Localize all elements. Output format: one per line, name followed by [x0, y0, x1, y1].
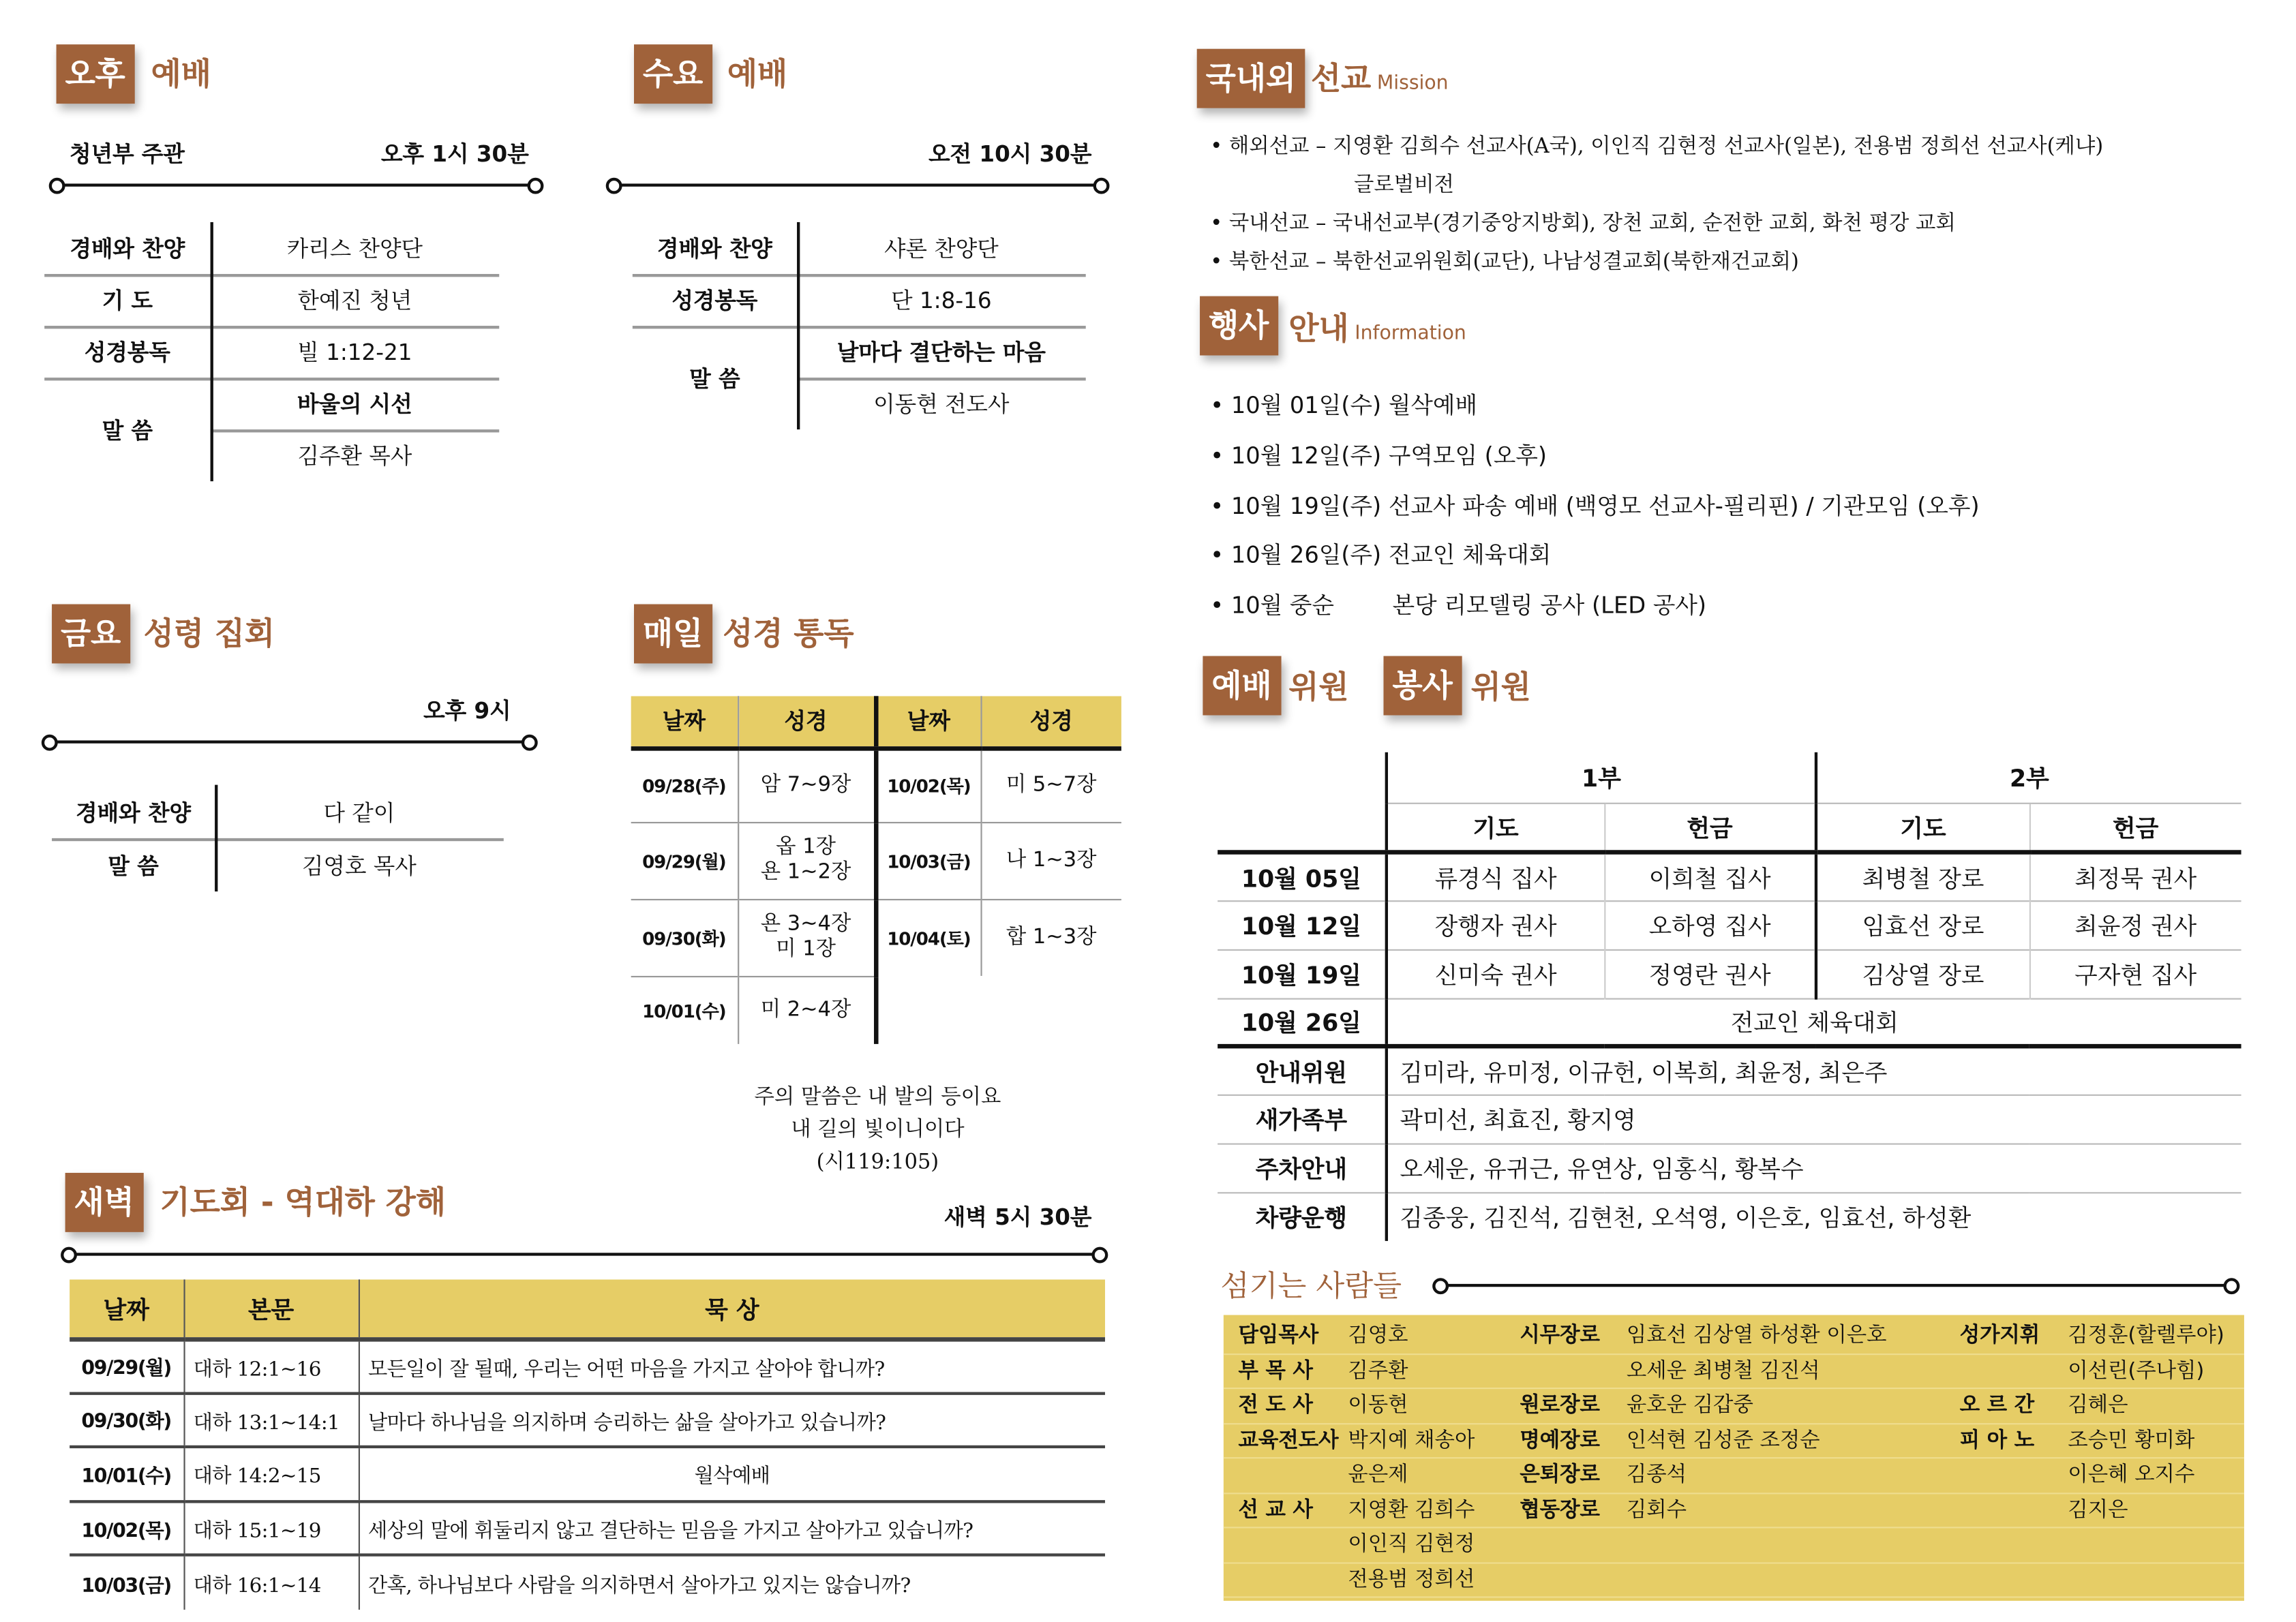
friday-timeline	[49, 740, 530, 743]
dawn-header-title: 기도회 - 역대하 강해	[160, 1184, 446, 1221]
reading-row	[631, 748, 1121, 822]
mission-header-title	[1311, 49, 1449, 114]
committee-row	[1218, 900, 2241, 949]
reading-text-line: 09/28(주)	[642, 776, 726, 797]
servers-role: 담임목사	[1238, 1323, 1319, 1348]
dawn-row	[70, 1338, 1105, 1393]
servers-names: 윤호운 김갑중	[1626, 1393, 1753, 1418]
order-value: 샤론 찬양단	[883, 235, 999, 262]
afternoon-order-table	[44, 222, 499, 481]
committee-date: 10월 19일	[1218, 949, 1387, 998]
reading-passage	[738, 899, 875, 976]
dawn-meditation: 세상의 말에 휘둘리지 않고 결단하는 믿음을 가지고 살아가고 있습니까?	[359, 1501, 1105, 1556]
reading-date	[631, 748, 738, 822]
preacher: 김주환 목사	[297, 442, 412, 470]
servers-names: 임효선 김상열 하성환 이은호	[1626, 1323, 1887, 1348]
dawn-passage: 대하 14:2~15	[183, 1447, 358, 1501]
events-list	[1210, 382, 1979, 632]
dawn-col-date: 날짜	[70, 1279, 183, 1338]
event-item: • 10월 19일(주) 선교사 파송 예배 (백영모 선교사-필리핀) / 기관모임 (오후)	[1210, 492, 1980, 519]
event-item: • 10월 01일(수) 월삭예배	[1210, 392, 1477, 419]
committee-date: 10월 26일	[1218, 998, 1387, 1046]
reading-text-line: 10/01(수)	[642, 1000, 726, 1022]
committee-row	[1218, 998, 2241, 1046]
reading-text-line: 옵 1장	[776, 835, 836, 859]
order-value: 빌 1:12-21	[297, 339, 412, 366]
reading-text-line: 욘 3~4장	[760, 912, 851, 936]
reading-passage	[980, 822, 1121, 899]
servers-box	[1224, 1315, 2244, 1601]
dawn-row	[70, 1393, 1105, 1448]
reading-text-line: 10/02(목)	[887, 776, 971, 797]
sermon-title: 바울의 시선	[297, 391, 412, 418]
wednesday-timeline	[614, 183, 1102, 186]
friday-header-title: 성령 집회	[143, 615, 275, 652]
column-divider	[215, 785, 217, 891]
committee-member: 최윤정 권사	[2029, 900, 2241, 949]
servers-role: 명예장로	[1520, 1428, 1600, 1452]
sermon-title: 날마다 결단하는 마음	[836, 339, 1046, 366]
reading-date	[631, 822, 738, 899]
event-item: • 10월 26일(주) 전교인 체육대회	[1210, 542, 1552, 570]
servers-row	[1224, 1528, 2244, 1563]
dawn-date: 10/02(목)	[70, 1501, 183, 1556]
afternoon-time: 오후 1시 30분	[381, 140, 529, 168]
servers-names: 이인직 김현정	[1348, 1532, 1475, 1557]
servers-row	[1224, 1424, 2244, 1458]
service-row	[1218, 1045, 2241, 1095]
reading-text-line: 09/29(월)	[642, 851, 726, 872]
reading-passage	[738, 748, 875, 822]
part-2-header: 2부	[1816, 752, 2241, 803]
reading-passage	[980, 748, 1121, 822]
servers-role: 성가지휘	[1959, 1323, 2040, 1348]
committee-special-event: 전교인 체육대회	[1387, 998, 2241, 1046]
dawn-col-passage: 본문	[183, 1279, 358, 1338]
reading-row	[631, 822, 1121, 899]
mission-title: 선교	[1311, 61, 1372, 97]
reading-header-box: 매일	[634, 605, 712, 664]
servers-role: 은퇴장로	[1520, 1463, 1600, 1487]
events-header-box: 행사	[1200, 296, 1278, 356]
service-row	[1218, 1143, 2241, 1192]
servers-names: 지영환 김희수	[1348, 1497, 1475, 1522]
dawn-date: 09/30(화)	[70, 1393, 183, 1448]
service-row	[1218, 1192, 2241, 1241]
reading-row	[631, 899, 1121, 976]
reading-col-bible: 성경	[980, 696, 1121, 748]
reading-text-line: 합 1~3장	[1006, 925, 1097, 949]
servers-names: 김혜은	[2068, 1393, 2128, 1418]
committee-member: 최정묵 권사	[2029, 851, 2241, 900]
friday-order-table	[52, 785, 504, 891]
worship-committee-header-box: 예배	[1203, 656, 1280, 716]
service-members: 곽미선, 최효진, 황지영	[1387, 1095, 2241, 1144]
servers-role: 선 교 사	[1238, 1497, 1313, 1522]
dawn-date: 10/01(수)	[70, 1447, 183, 1501]
dawn-meditation: 간혹, 하나님보다 사람을 의지하면서 살아가고 있지는 않습니까?	[359, 1555, 1105, 1610]
afternoon-timeline	[57, 183, 537, 186]
dawn-passage: 대하 16:1~14	[183, 1555, 358, 1610]
dawn-col-meditation: 묵 상	[359, 1279, 1105, 1338]
servers-names: 김종석	[1626, 1463, 1687, 1487]
service-role: 주차안내	[1218, 1143, 1387, 1192]
friday-header-box: 금요	[52, 605, 130, 664]
reading-text-line: 10/04(토)	[887, 928, 971, 949]
reading-text-line: 10/03(금)	[887, 851, 971, 872]
committee-corner	[1218, 803, 1387, 852]
afternoon-header-title: 예배	[151, 56, 211, 92]
dawn-timeline	[68, 1253, 1101, 1255]
servers-role: 오 르 간	[1959, 1393, 2035, 1418]
servers-role: 시무장로	[1520, 1323, 1600, 1348]
servers-row	[1224, 1354, 2244, 1389]
reading-table	[631, 696, 1121, 1044]
verse-line: 주의 말씀은 내 발의 등이요	[754, 1085, 1001, 1110]
service-row	[1218, 1095, 2241, 1144]
wednesday-time: 오전 10시 30분	[928, 140, 1092, 168]
friday-time: 오후 9시	[423, 697, 511, 724]
verse-line: 내 길의 빛이니이다	[791, 1118, 965, 1142]
servers-row	[1224, 1458, 2244, 1493]
reading-date	[875, 748, 980, 822]
order-value: 카리스 찬양단	[286, 235, 423, 262]
committee-member: 임효선 장로	[1816, 900, 2029, 949]
order-label: 말 씀	[689, 365, 740, 392]
servers-names: 이은혜 오지수	[2068, 1463, 2195, 1487]
reading-header-title: 성경 통독	[723, 615, 854, 652]
servers-row	[1224, 1319, 2244, 1354]
order-label: 기 도	[102, 287, 153, 314]
service-members: 김종웅, 김진석, 김현천, 오석영, 이은호, 임효선, 하성환	[1387, 1192, 2241, 1241]
order-value: 김영호 목사	[302, 852, 417, 879]
verse-reference: (시119:105)	[816, 1150, 939, 1175]
reading-date	[875, 822, 980, 899]
role-prayer-header: 기도	[1816, 803, 2029, 852]
reading-passage	[980, 899, 1121, 976]
reading-passage	[980, 976, 1121, 1044]
order-value: 단 1:8-16	[891, 287, 992, 314]
reading-col-bible: 성경	[738, 696, 875, 748]
order-label: 성경봉독	[84, 339, 170, 366]
committee-row	[1218, 851, 2241, 900]
column-divider	[797, 222, 800, 429]
servers-names: 인석현 김성준 조정순	[1626, 1428, 1820, 1452]
events-header-title	[1288, 299, 1466, 365]
reading-text-line: 나 1~3장	[1006, 847, 1097, 872]
mission-item: • 해외선교 – 지영환 김희수 선교사(A국), 이인직 김현정 선교사(일본), 전용범 정희선 선교사(케냐)	[1210, 134, 2104, 159]
role-offering-header: 헌금	[1604, 803, 1816, 852]
dawn-date: 09/29(월)	[70, 1338, 183, 1393]
event-item: • 10월 중순 본당 리모델링 공사 (LED 공사)	[1210, 592, 1707, 619]
wednesday-order-table	[633, 222, 1086, 429]
servers-names: 김지은	[2068, 1497, 2128, 1522]
reading-row	[631, 976, 1121, 1044]
part-1-header: 1부	[1387, 752, 1816, 803]
service-members: 김미라, 유미정, 이규헌, 이복희, 최윤정, 최은주	[1387, 1045, 2241, 1095]
afternoon-host: 청년부 주관	[70, 140, 185, 168]
reading-date	[631, 976, 738, 1044]
servers-row	[1224, 1563, 2244, 1597]
servers-role: 교육전도사	[1238, 1428, 1339, 1452]
order-value: 한예진 청년	[297, 287, 412, 314]
servers-divider	[1440, 1284, 2233, 1287]
dawn-meditation: 월삭예배	[359, 1447, 1105, 1501]
reading-date	[631, 899, 738, 976]
mission-subtitle: Mission	[1376, 72, 1449, 95]
mission-header-box: 국내외	[1197, 49, 1305, 108]
worship-committee-header-title: 위원	[1288, 669, 1349, 705]
event-item: • 10월 12일(주) 구역모임 (오후)	[1210, 442, 1547, 470]
order-label: 경배와 찬양	[76, 799, 191, 826]
role-prayer-header: 기도	[1387, 803, 1604, 852]
wednesday-header-title: 예배	[727, 56, 788, 92]
committee-member: 정영란 권사	[1604, 949, 1816, 998]
servers-names: 전용범 정희선	[1348, 1567, 1475, 1591]
reading-col-date: 날짜	[875, 696, 980, 748]
role-offering-header: 헌금	[2029, 803, 2241, 852]
servers-role: 협동장로	[1520, 1497, 1600, 1522]
committee-member: 김상열 장로	[1816, 949, 2029, 998]
servers-role: 부 목 사	[1238, 1358, 1313, 1383]
events-title: 안내	[1288, 311, 1349, 347]
committee-date: 10월 12일	[1218, 900, 1387, 949]
service-committee-header-title: 위원	[1470, 669, 1531, 705]
dawn-row	[70, 1447, 1105, 1501]
order-label: 경배와 찬양	[657, 235, 772, 262]
dawn-time: 새벽 5시 30분	[943, 1204, 1092, 1231]
mission-item: • 북한선교 – 북한선교위원회(교단), 나남성결교회(북한재건교회)	[1210, 250, 1799, 274]
reading-text-line: 미 2~4장	[760, 997, 851, 1022]
servers-names: 김정훈(할렐루야)	[2068, 1323, 2224, 1348]
servers-names: 윤은제	[1348, 1463, 1408, 1487]
dawn-passage: 대하 12:1~16	[183, 1338, 358, 1393]
servers-role: 피 아 노	[1959, 1428, 2035, 1452]
committee-corner	[1218, 752, 1387, 803]
dawn-table	[70, 1279, 1105, 1609]
reading-date	[875, 976, 980, 1044]
committee-row	[1218, 949, 2241, 998]
dawn-row	[70, 1501, 1105, 1556]
reading-text-line: 미 1장	[776, 937, 836, 962]
reading-date	[875, 899, 980, 976]
committee-member: 신미숙 권사	[1387, 949, 1604, 998]
dawn-meditation: 날마다 하나님을 의지하며 승리하는 삶을 살아가고 있습니까?	[359, 1393, 1105, 1448]
column-divider	[211, 222, 213, 481]
committee-member: 오하영 집사	[1604, 900, 1816, 949]
service-role: 차량운행	[1218, 1192, 1387, 1241]
servers-names: 박지예 채송아	[1348, 1428, 1475, 1452]
order-value: 다 같이	[323, 799, 395, 826]
reading-col-date: 날짜	[631, 696, 738, 748]
service-role: 안내위원	[1218, 1045, 1387, 1095]
committee-member: 이희철 집사	[1604, 851, 1816, 900]
dawn-passage: 대하 15:1~19	[183, 1501, 358, 1556]
servers-names: 이동현	[1348, 1393, 1408, 1418]
scripture-verse	[696, 1081, 1059, 1178]
dawn-meditation: 모든일이 잘 될때, 우리는 어떤 마음을 가지고 살아야 합니까?	[359, 1338, 1105, 1393]
servers-row	[1224, 1389, 2244, 1424]
service-committee-header-box: 봉사	[1383, 656, 1461, 716]
reading-text-line: 09/30(화)	[642, 928, 726, 949]
servers-title: 섬기는 사람들	[1220, 1268, 1402, 1304]
mission-list	[1210, 127, 2103, 281]
servers-names: 김주환	[1348, 1358, 1408, 1383]
events-subtitle: Information	[1355, 322, 1466, 346]
reading-text-line: 미 5~7장	[1006, 773, 1097, 797]
committee-member: 구자현 집사	[2029, 949, 2241, 998]
servers-role: 원로장로	[1520, 1393, 1600, 1418]
service-role: 새가족부	[1218, 1095, 1387, 1144]
committee-table	[1218, 752, 2241, 1241]
servers-names: 김영호	[1348, 1323, 1408, 1348]
dawn-header-box: 새벽	[65, 1173, 143, 1232]
preacher: 이동현 전도사	[873, 391, 1010, 418]
servers-row	[1224, 1493, 2244, 1528]
dawn-passage: 대하 13:1~14:1	[183, 1393, 358, 1448]
committee-date: 10월 05일	[1218, 851, 1387, 900]
order-label: 말 씀	[102, 416, 153, 444]
committee-member: 장행자 권사	[1387, 900, 1604, 949]
reading-passage	[738, 822, 875, 899]
dawn-row	[70, 1555, 1105, 1610]
reading-text-line: 욘 1~2장	[760, 860, 851, 885]
servers-names: 김회수	[1626, 1497, 1687, 1522]
wednesday-header-box: 수요	[634, 44, 712, 104]
dawn-date: 10/03(금)	[70, 1555, 183, 1610]
servers-names: 조승민 황미화	[2068, 1428, 2195, 1452]
committee-member: 류경식 집사	[1387, 851, 1604, 900]
mission-item-continued: 글로벌비전	[1354, 173, 1454, 197]
reading-passage	[738, 976, 875, 1044]
committee-member: 최병철 장로	[1816, 851, 2029, 900]
order-label: 성경봉독	[671, 287, 758, 314]
servers-names: 오세운 최병철 김진석	[1626, 1358, 1820, 1383]
afternoon-header-box: 오후	[57, 44, 134, 104]
servers-role: 전 도 사	[1238, 1393, 1313, 1418]
order-label: 말 씀	[108, 852, 159, 879]
reading-text-line: 암 7~9장	[760, 773, 851, 797]
service-members: 오세운, 유귀근, 유연상, 임홍식, 황복수	[1387, 1143, 2241, 1192]
mission-item: • 국내선교 – 국내선교부(경기중앙지방회), 장천 교회, 순전한 교회, 화천 평강 교회	[1210, 211, 1956, 236]
servers-names: 이선린(주나힘)	[2068, 1358, 2205, 1383]
order-label: 경배와 찬양	[70, 235, 185, 262]
